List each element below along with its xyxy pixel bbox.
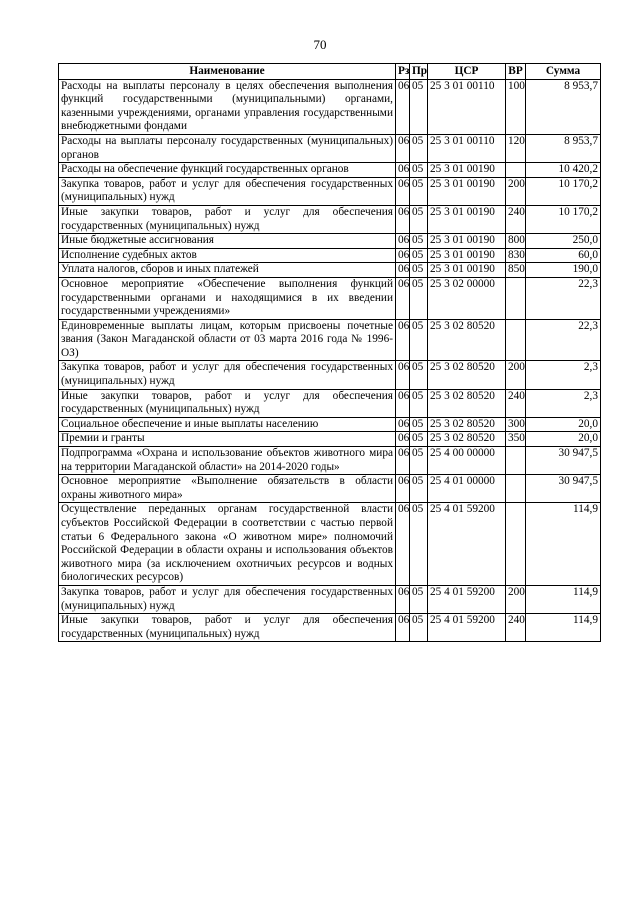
row-csr-cell: 25 4 01 59200 [428, 585, 506, 613]
row-name-cell: Расходы на обеспечение функций государственных органов [59, 163, 396, 178]
table-row [59, 205, 601, 233]
table-row [59, 361, 601, 389]
row-sum-cell: 10 170,2 [526, 177, 601, 205]
table-row [59, 475, 601, 503]
row-pr-cell: 05 [410, 205, 428, 233]
row-rz-cell: 06 [396, 177, 410, 205]
row-sum-cell: 2,3 [526, 389, 601, 417]
row-name-cell: Исполнение судебных актов [59, 248, 396, 263]
header-csr: ЦСР [428, 64, 506, 80]
row-rz-cell: 06 [396, 248, 410, 263]
row-rz-cell: 06 [396, 163, 410, 178]
row-pr-cell: 05 [410, 163, 428, 178]
row-name-cell: Иные закупки товаров, работ и услуг для обеспечения государственных (муниципальных) нужд [59, 614, 396, 642]
table-row [59, 389, 601, 417]
row-vr-cell: 240 [506, 614, 526, 642]
row-vr-cell: 850 [506, 263, 526, 278]
row-pr-cell: 05 [410, 248, 428, 263]
row-vr-cell: 120 [506, 134, 526, 162]
row-vr-cell [506, 319, 526, 361]
row-vr-cell: 240 [506, 389, 526, 417]
table-row [59, 277, 601, 319]
row-pr-cell: 05 [410, 134, 428, 162]
row-csr-cell: 25 3 02 80520 [428, 389, 506, 417]
row-csr-cell: 25 3 01 00110 [428, 134, 506, 162]
row-pr-cell: 05 [410, 585, 428, 613]
row-pr-cell: 05 [410, 475, 428, 503]
header-pr: Пр [410, 64, 428, 80]
table-row [59, 503, 601, 586]
row-rz-cell: 06 [396, 134, 410, 162]
row-csr-cell: 25 3 01 00190 [428, 234, 506, 249]
row-vr-cell [506, 503, 526, 586]
row-name-cell: Закупка товаров, работ и услуг для обеспечения государственных (муниципальных) нужд [59, 177, 396, 205]
row-name-cell: Уплата налогов, сборов и иных платежей [59, 263, 396, 278]
row-pr-cell: 05 [410, 79, 428, 134]
row-csr-cell: 25 3 01 00190 [428, 248, 506, 263]
row-rz-cell: 06 [396, 361, 410, 389]
row-name-cell: Подпрограмма «Охрана и использование объектов животного мира на территории Магаданской области» на 2014-2020 годы» [59, 447, 396, 475]
table-header-row [59, 64, 601, 80]
row-rz-cell: 06 [396, 503, 410, 586]
row-rz-cell: 06 [396, 389, 410, 417]
table-row [59, 585, 601, 613]
row-name-cell: Основное мероприятие «Выполнение обязательств в области охраны животного мира» [59, 475, 396, 503]
table-row [59, 234, 601, 249]
row-vr-cell [506, 447, 526, 475]
table-row [59, 134, 601, 162]
row-sum-cell: 8 953,7 [526, 79, 601, 134]
row-name-cell: Расходы на выплаты персоналу в целях обеспечения выполнения функций государственными (муниципальными) органами, казенными учреждениями, органами управления государственными внебюджетными фондами [59, 79, 396, 134]
budget-table [58, 63, 601, 642]
row-rz-cell: 06 [396, 205, 410, 233]
row-sum-cell: 8 953,7 [526, 134, 601, 162]
row-sum-cell: 190,0 [526, 263, 601, 278]
row-pr-cell: 05 [410, 234, 428, 249]
row-csr-cell: 25 3 02 80520 [428, 319, 506, 361]
row-pr-cell: 05 [410, 277, 428, 319]
row-sum-cell: 60,0 [526, 248, 601, 263]
row-sum-cell: 114,9 [526, 503, 601, 586]
header-name: Наименование [59, 64, 396, 80]
row-name-cell: Осуществление переданных органам государственной власти субъектов Российской Федерации в соответствии с частью первой статьи 6 Федерального закона «О животном мире» полномочий Российской Федерации в области охраны и использования объектов животного мира (за исключением охотничьих ресурсов и водных биологических ресурсов) [59, 503, 396, 586]
row-vr-cell: 830 [506, 248, 526, 263]
row-sum-cell: 2,3 [526, 361, 601, 389]
row-vr-cell [506, 163, 526, 178]
row-vr-cell: 100 [506, 79, 526, 134]
row-csr-cell: 25 3 01 00190 [428, 177, 506, 205]
row-vr-cell [506, 475, 526, 503]
row-rz-cell: 06 [396, 234, 410, 249]
table-row [59, 177, 601, 205]
row-pr-cell: 05 [410, 263, 428, 278]
row-vr-cell: 300 [506, 417, 526, 432]
row-rz-cell: 06 [396, 417, 410, 432]
row-sum-cell: 114,9 [526, 614, 601, 642]
table-row [59, 447, 601, 475]
row-name-cell: Закупка товаров, работ и услуг для обеспечения государственных (муниципальных) нужд [59, 361, 396, 389]
row-csr-cell: 25 4 01 00000 [428, 475, 506, 503]
table-row [59, 417, 601, 432]
row-rz-cell: 06 [396, 585, 410, 613]
row-csr-cell: 25 4 01 59200 [428, 614, 506, 642]
table-row [59, 248, 601, 263]
row-name-cell: Единовременные выплаты лицам, которым присвоены почетные звания (Закон Магаданской области от 03 марта 2016 года № 1996-ОЗ) [59, 319, 396, 361]
table-row [59, 432, 601, 447]
row-pr-cell: 05 [410, 361, 428, 389]
row-name-cell: Основное мероприятие «Обеспечение выполнения функций государственными органами и находящимися в их введении государственными учреждениями» [59, 277, 396, 319]
row-vr-cell [506, 277, 526, 319]
row-rz-cell: 06 [396, 79, 410, 134]
row-sum-cell: 22,3 [526, 319, 601, 361]
table-row [59, 163, 601, 178]
row-vr-cell: 200 [506, 361, 526, 389]
table-row [59, 319, 601, 361]
row-pr-cell: 05 [410, 447, 428, 475]
row-pr-cell: 05 [410, 319, 428, 361]
row-vr-cell: 200 [506, 585, 526, 613]
row-pr-cell: 05 [410, 389, 428, 417]
row-pr-cell: 05 [410, 432, 428, 447]
row-name-cell: Иные закупки товаров, работ и услуг для обеспечения государственных (муниципальных) нужд [59, 205, 396, 233]
row-sum-cell: 250,0 [526, 234, 601, 249]
row-vr-cell: 800 [506, 234, 526, 249]
header-sum: Сумма [526, 64, 601, 80]
row-csr-cell: 25 3 02 80520 [428, 432, 506, 447]
row-vr-cell: 240 [506, 205, 526, 233]
row-sum-cell: 22,3 [526, 277, 601, 319]
row-name-cell: Премии и гранты [59, 432, 396, 447]
table-row [59, 614, 601, 642]
row-csr-cell: 25 4 01 59200 [428, 503, 506, 586]
row-sum-cell: 20,0 [526, 417, 601, 432]
row-csr-cell: 25 3 02 80520 [428, 361, 506, 389]
row-pr-cell: 05 [410, 614, 428, 642]
row-csr-cell: 25 3 02 00000 [428, 277, 506, 319]
row-rz-cell: 06 [396, 475, 410, 503]
table-body [59, 79, 601, 642]
row-sum-cell: 114,9 [526, 585, 601, 613]
row-name-cell: Закупка товаров, работ и услуг для обеспечения государственных (муниципальных) нужд [59, 585, 396, 613]
row-csr-cell: 25 3 01 00190 [428, 205, 506, 233]
table-row [59, 79, 601, 134]
row-vr-cell: 200 [506, 177, 526, 205]
row-sum-cell: 20,0 [526, 432, 601, 447]
row-pr-cell: 05 [410, 177, 428, 205]
page-number: 70 [313, 37, 327, 52]
row-pr-cell: 05 [410, 503, 428, 586]
row-name-cell: Иные закупки товаров, работ и услуг для обеспечения государственных (муниципальных) нужд [59, 389, 396, 417]
row-rz-cell: 06 [396, 432, 410, 447]
row-csr-cell: 25 3 01 00190 [428, 163, 506, 178]
row-sum-cell: 10 170,2 [526, 205, 601, 233]
row-rz-cell: 06 [396, 614, 410, 642]
row-rz-cell: 06 [396, 277, 410, 319]
row-csr-cell: 25 4 00 00000 [428, 447, 506, 475]
row-csr-cell: 25 3 01 00190 [428, 263, 506, 278]
row-csr-cell: 25 3 02 80520 [428, 417, 506, 432]
row-rz-cell: 06 [396, 319, 410, 361]
row-pr-cell: 05 [410, 417, 428, 432]
row-vr-cell: 350 [506, 432, 526, 447]
row-csr-cell: 25 3 01 00110 [428, 79, 506, 134]
row-sum-cell: 10 420,2 [526, 163, 601, 178]
row-name-cell: Социальное обеспечение и иные выплаты населению [59, 417, 396, 432]
row-name-cell: Иные бюджетные ассигнования [59, 234, 396, 249]
row-sum-cell: 30 947,5 [526, 447, 601, 475]
header-vr: ВР [506, 64, 526, 80]
table-row [59, 263, 601, 278]
row-rz-cell: 06 [396, 447, 410, 475]
row-sum-cell: 30 947,5 [526, 475, 601, 503]
row-name-cell: Расходы на выплаты персоналу государственных (муниципальных) органов [59, 134, 396, 162]
row-rz-cell: 06 [396, 263, 410, 278]
header-rz: Рз [396, 64, 410, 80]
